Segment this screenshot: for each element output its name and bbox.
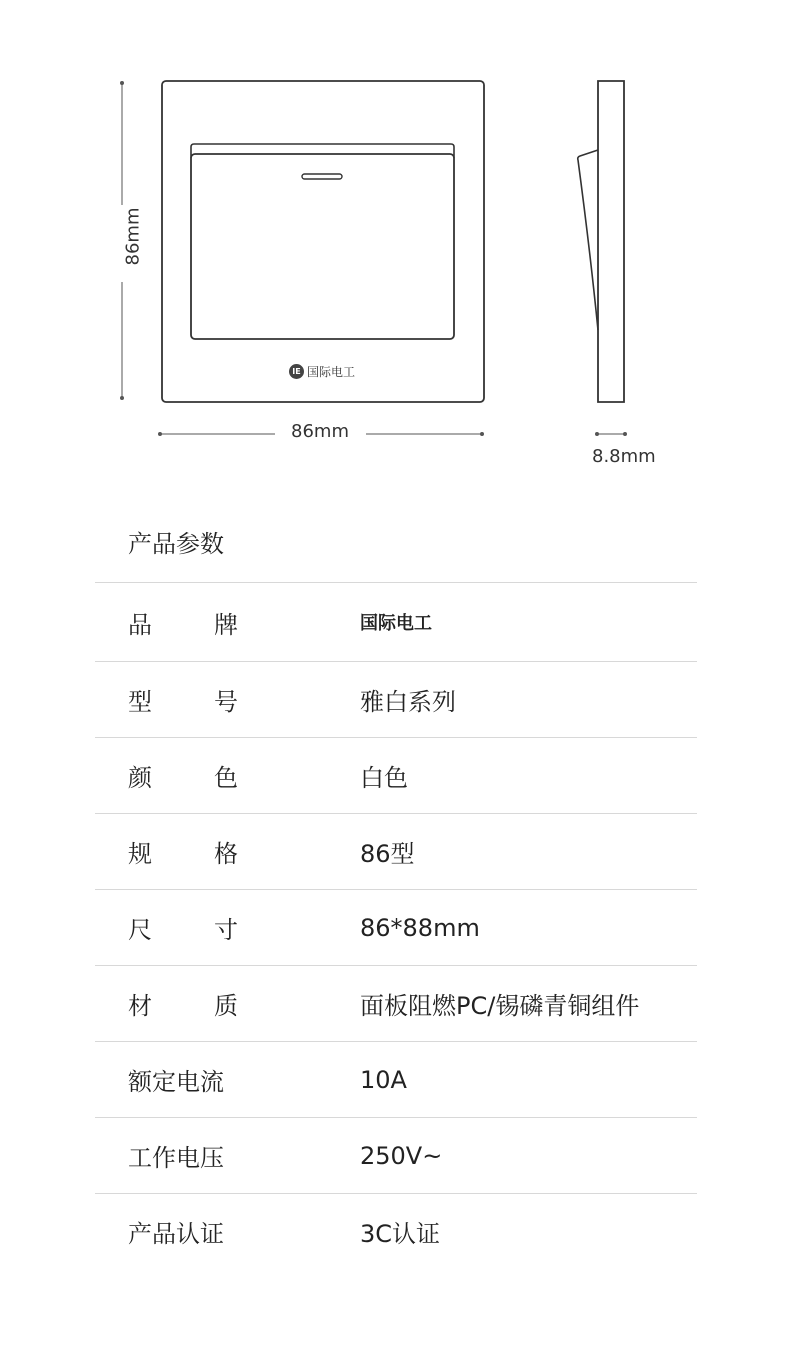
spec-label-char-1: 型 [128,688,152,716]
spec-label [128,738,238,813]
depth-dim-dot-right [623,432,627,436]
spec-label-char-2: 牌 [214,610,238,639]
spec-label [128,814,238,889]
section-title: 产品参数 [128,530,224,558]
spec-value: 面板阻燃PC/锡磷青铜组件 [360,992,640,1020]
spec-value: 86型 [360,840,415,868]
spec-label-char-2: 格 [214,840,238,868]
width-dim-dot-left [158,432,162,436]
spec-row-material [95,965,697,1041]
spec-label [128,966,238,1041]
rocker-outline [191,154,454,339]
spec-row-model [95,661,697,737]
panel-brand-mark [289,363,355,380]
spec-label-char-2: 寸 [214,916,238,944]
spec-value: 雅白系列 [360,688,456,716]
spec-row-spec [95,813,697,889]
spec-value: 10A [360,1065,407,1094]
spec-label-char-2: 质 [214,992,238,1020]
width-dim-dot-right [480,432,484,436]
switch-outline-svg [0,0,790,490]
panel-brand-text: 国际电工 [307,365,356,379]
indicator-slot [302,174,342,179]
side-view-outline [598,81,624,402]
width-dimension-label: 86mm [285,421,355,442]
height-dim-dot-top [120,81,124,85]
spec-row-rated-current [95,1041,697,1117]
spec-row-color [95,737,697,813]
spec-row-certification [95,1193,697,1269]
spec-value: 250V~ [360,1141,443,1170]
rocker-top-edge [191,144,454,158]
spec-label-char-1: 尺 [128,916,152,944]
switch-dimension-drawing [0,0,790,490]
spec-value: 3C认证 [360,1220,441,1248]
side-view-rocker [578,150,598,330]
depth-dimension-label: 8.8mm [592,446,656,467]
height-dimension-label: 86mm [122,204,143,270]
spec-label-char-1: 颜 [128,764,152,792]
spec-label-char-2: 色 [214,764,238,792]
spec-value: 国际电工 [360,613,432,634]
spec-row-size [95,889,697,965]
spec-label [128,890,238,965]
front-panel-outline [162,81,484,402]
spec-value: 白色 [360,764,408,792]
spec-row-voltage [95,1117,697,1193]
spec-label-char-2: 号 [214,688,238,716]
spec-label-char-1: 规 [128,840,152,868]
spec-label: 产品认证 [128,1220,224,1248]
brand-logo-icon: IE [289,364,304,379]
height-dim-dot-bottom [120,396,124,400]
spec-label: 额定电流 [128,1068,224,1096]
spec-value: 86*88mm [360,913,480,942]
spec-label-char-1: 品 [128,610,152,639]
spec-label: 工作电压 [128,1144,224,1172]
spec-table [95,582,697,1269]
spec-label [128,583,238,661]
depth-dim-dot-left [595,432,599,436]
spec-row-brand [95,582,697,661]
spec-label-char-1: 材 [128,992,152,1020]
spec-label [128,662,238,737]
